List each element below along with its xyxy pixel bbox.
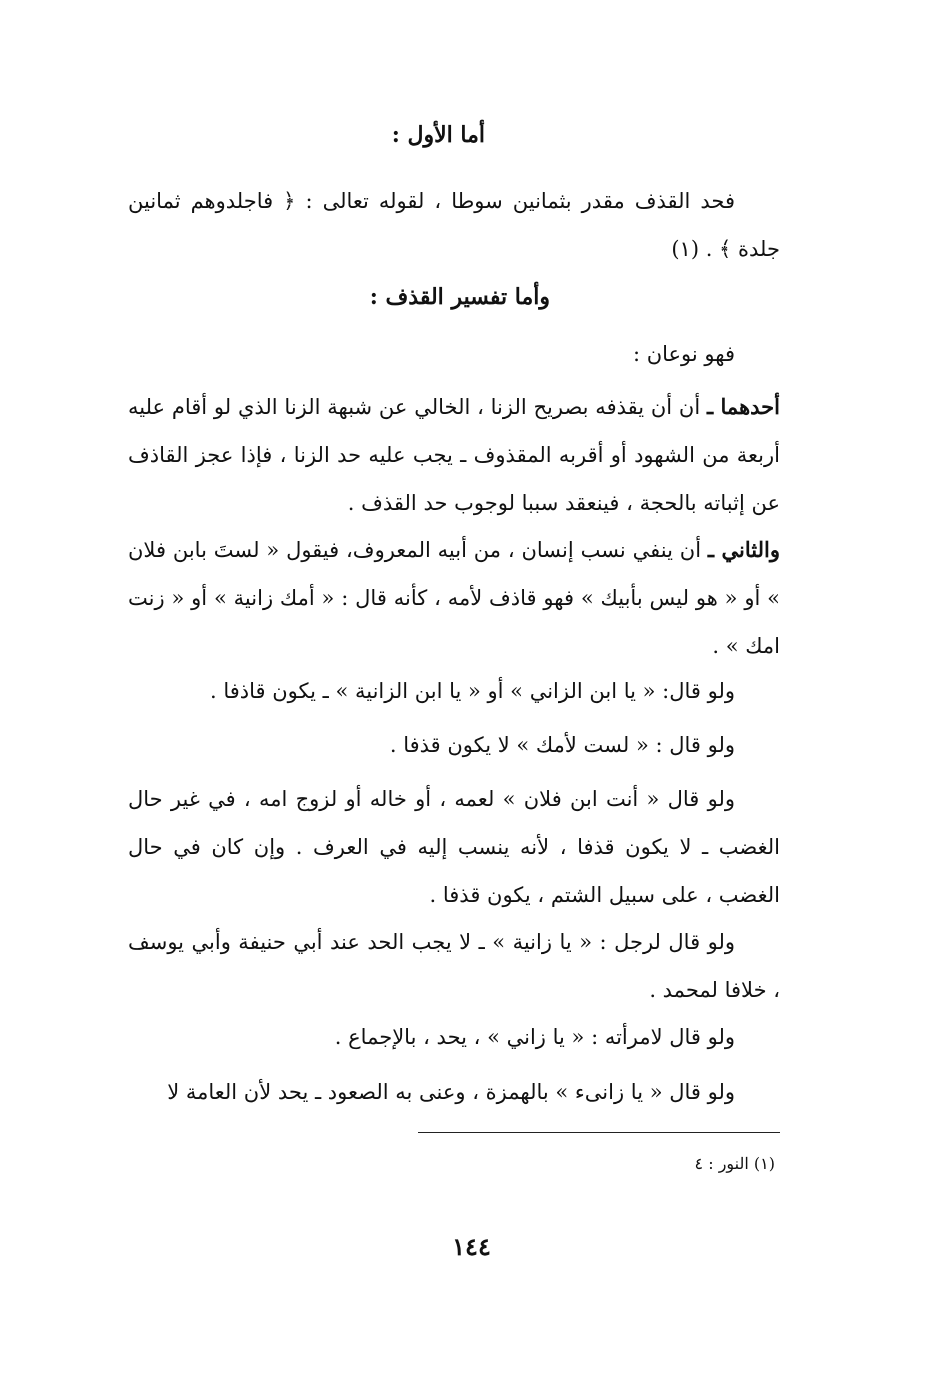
- first-type-label: أحدهما ـ: [706, 394, 780, 419]
- case-paragraph: ولو قال لرجل : « يا زانية » ـ لا يجب الحد عند أبي حنيفة وأبي يوسف ، خلافا لمحمد .: [128, 930, 780, 1002]
- paragraph-first-type: [128, 383, 780, 527]
- types-intro: فهو نوعان :: [632, 342, 735, 366]
- paragraph-case-uncle: [128, 775, 780, 919]
- second-type-body: أن ينفي نسب إنسان ، من أبيه المعروف، فيقول « لستَ بابن فلان » أو « هو ليس بأبيك » فهو قاذف لأمه ، كأنه قال : « أمك زانية » أو « زنت امك » .: [128, 538, 780, 658]
- case-paragraph: ولو قال « أنت ابن فلان » لعمه ، أو خاله أو لزوج امه ، في غير حال الغضب ـ لا يكون قذفا ، لأنه ينسب إليه في العرف . وإن كان في حال الغضب ، على سبيل الشتم ، يكون قذفا .: [128, 787, 780, 907]
- case-line: ولو قال لامرأته : « يا زاني » ، يحد ، بالإجماع .: [334, 1025, 735, 1049]
- paragraph-qadhf-punishment: [128, 177, 780, 273]
- page-number: ١٤٤: [452, 1232, 491, 1261]
- case-line: ولو قال : « لست لأمك » لا يكون قذفا .: [389, 733, 735, 757]
- second-type-text: [128, 526, 780, 670]
- footnote-divider: [418, 1132, 780, 1133]
- paragraph-case-man: [128, 918, 780, 1014]
- paragraph-second-type: [128, 526, 780, 670]
- paragraph-text: فحد القذف مقدر بثمانين سوطا ، لقوله تعالى : ﴿ فاجلدوهم ثمانين جلدة ﴾ . (١): [128, 189, 780, 261]
- section-heading-first: أما الأول :: [391, 122, 485, 148]
- first-type-body: أن أن يقذفه بصريح الزنا ، الخالي عن شبهة الزنا الذي لو أقام عليه أربعة من الشهود أو أقربه المقذوف ـ يجب عليه حد الزنا ، فإذا عجز القاذف عن إثباته بالحجة ، فينعقد سببا لوجوب حد القذف .: [128, 395, 780, 515]
- case-line: ولو قال « يا زانىء » بالهمزة ، وعنى به الصعود ـ يحد لأن العامة لا: [167, 1080, 735, 1104]
- first-type-text: [128, 383, 780, 527]
- second-type-label: والثاني ـ: [707, 537, 781, 562]
- section-heading-interpretation: وأما تفسير القذف :: [369, 284, 550, 310]
- footnote: (١) النور : ٤: [694, 1154, 775, 1173]
- case-line: ولو قال: « يا ابن الزاني » أو « يا ابن الزانية » ـ يكون قاذفا .: [209, 679, 735, 703]
